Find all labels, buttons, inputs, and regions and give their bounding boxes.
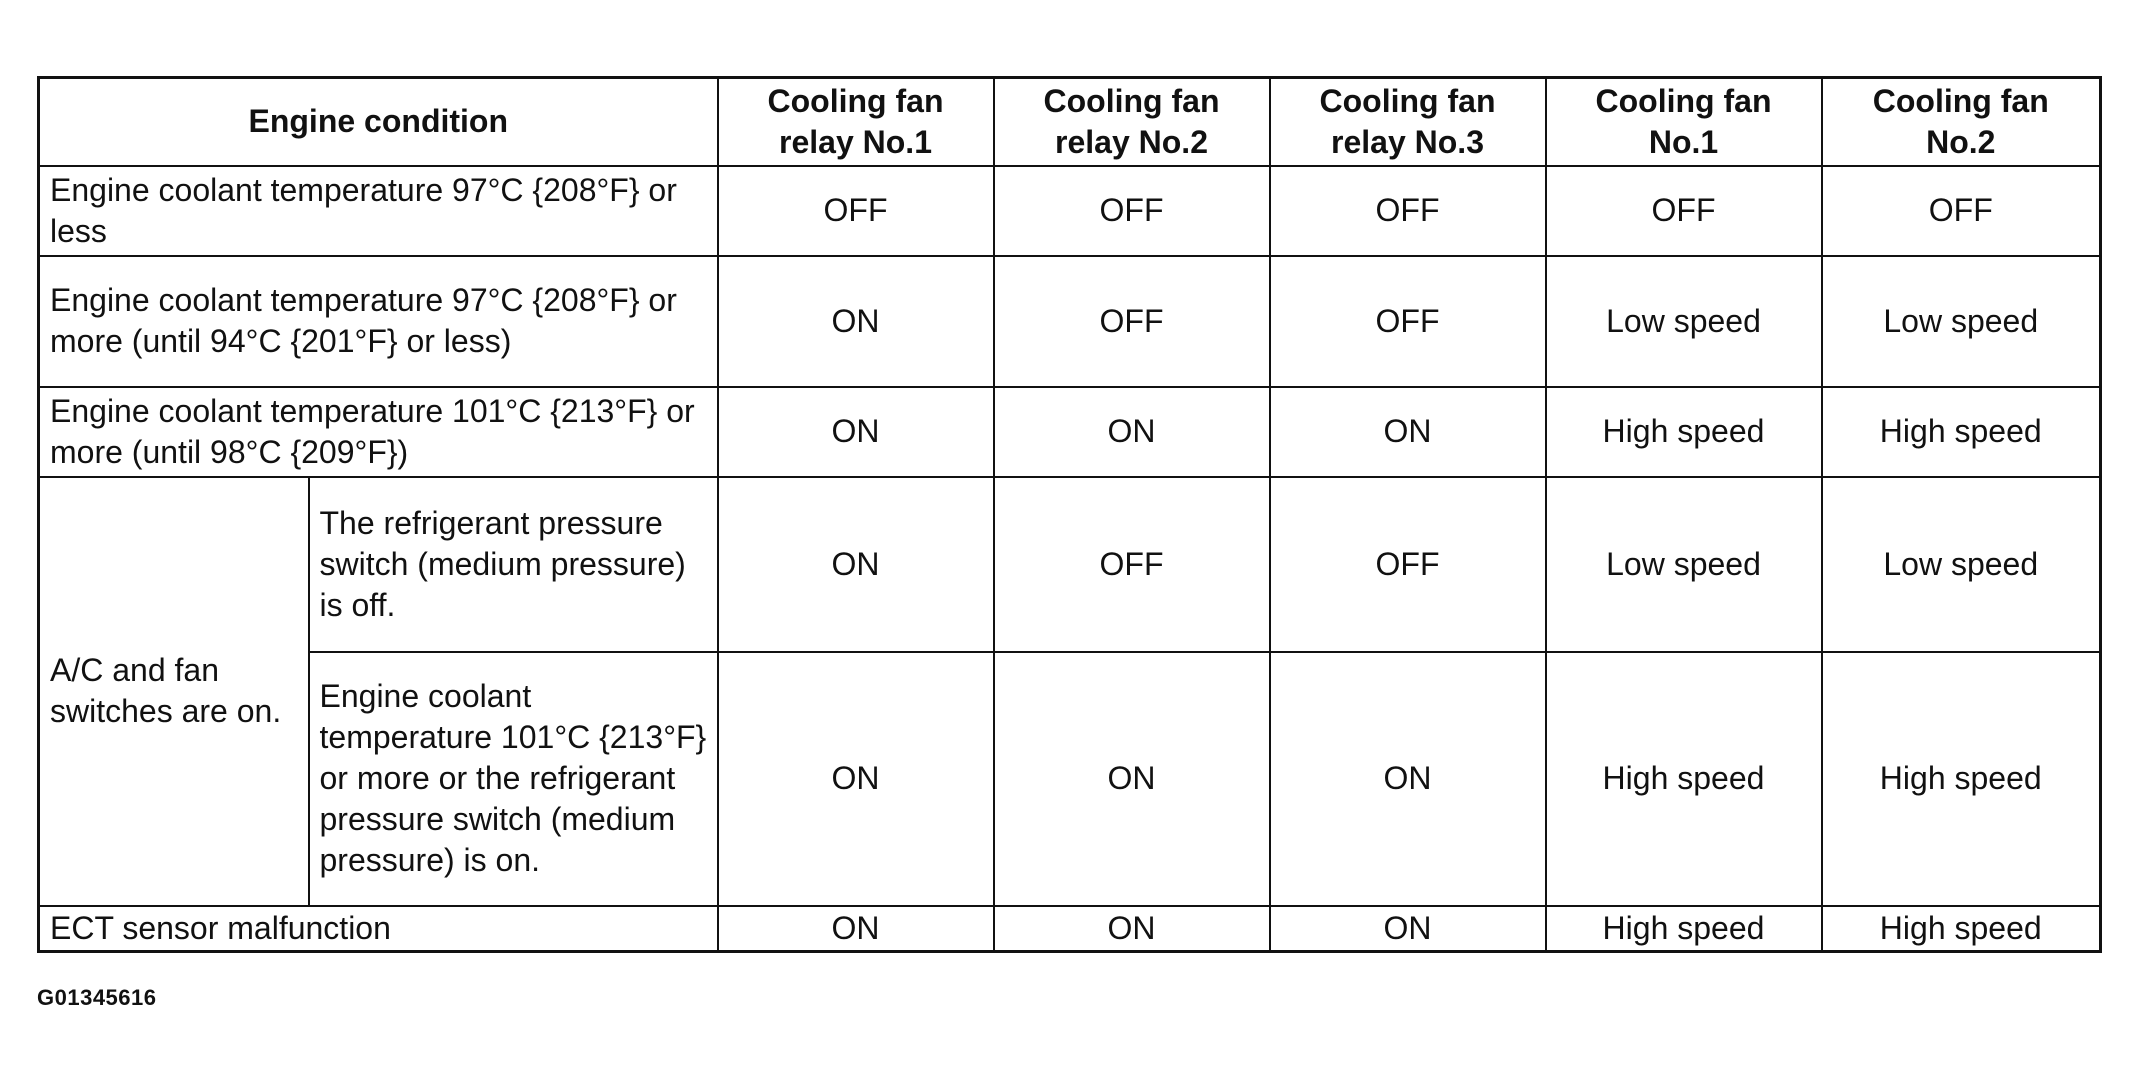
fan-2-state: Low speed bbox=[1822, 477, 2101, 652]
relay-3-state: OFF bbox=[1270, 477, 1546, 652]
relay-1-state: ON bbox=[718, 387, 994, 477]
relay-3-state: OFF bbox=[1270, 166, 1546, 256]
relay-3-state: ON bbox=[1270, 906, 1546, 952]
relay-2-state: ON bbox=[994, 387, 1270, 477]
header-fan-2 bbox=[1822, 78, 2101, 166]
condition-cell: ECT sensor malfunction bbox=[39, 906, 718, 952]
header-fan-1-line-2: No.1 bbox=[1648, 123, 1719, 160]
relay-1-state: ON bbox=[718, 652, 994, 906]
fan-2-state: High speed bbox=[1822, 906, 2101, 952]
header-relay-3 bbox=[1270, 78, 1546, 166]
condition-cell: Engine coolant temperature 101°C {213°F} or more (until 98°C {209°F}) bbox=[39, 387, 718, 477]
condition-cell: Engine coolant temperature 101°C {213°F} or more or the refrigerant pressure switch (medium pressure) is on. bbox=[309, 652, 718, 906]
relay-2-state: OFF bbox=[994, 477, 1270, 652]
relay-2-state: ON bbox=[994, 652, 1270, 906]
relay-3-state: ON bbox=[1270, 387, 1546, 477]
relay-3-state: ON bbox=[1270, 652, 1546, 906]
ac-fan-group-label: A/C and fan switches are on. bbox=[39, 477, 309, 906]
relay-1-state: ON bbox=[718, 906, 994, 952]
relay-2-state: OFF bbox=[994, 256, 1270, 387]
header-relay-2-line-2: relay No.2 bbox=[1055, 123, 1208, 160]
header-relay-1-line-2: relay No.1 bbox=[779, 123, 932, 160]
fan-2-state: High speed bbox=[1822, 652, 2101, 906]
condition-cell: The refrigerant pressure switch (medium pressure) is off. bbox=[309, 477, 718, 652]
fan-1-state: Low speed bbox=[1546, 256, 1822, 387]
relay-1-state: ON bbox=[718, 256, 994, 387]
fan-1-state: OFF bbox=[1546, 166, 1822, 256]
header-relay-2 bbox=[994, 78, 1270, 166]
table-row bbox=[39, 906, 2101, 952]
fan-1-state: High speed bbox=[1546, 387, 1822, 477]
fan-1-state: Low speed bbox=[1546, 477, 1822, 652]
cooling-fan-operation-table bbox=[37, 76, 2102, 953]
relay-1-state: OFF bbox=[718, 166, 994, 256]
table-row bbox=[39, 387, 2101, 477]
relay-2-state: OFF bbox=[994, 166, 1270, 256]
header-fan-1-line-1: Cooling fan bbox=[1595, 82, 1772, 119]
header-relay-3-line-1: Cooling fan bbox=[1319, 82, 1496, 119]
fan-2-state: Low speed bbox=[1822, 256, 2101, 387]
header-engine-condition: Engine condition bbox=[39, 78, 718, 166]
relay-2-state: ON bbox=[994, 906, 1270, 952]
table-header-row bbox=[39, 78, 2101, 166]
fan-2-state: OFF bbox=[1822, 166, 2101, 256]
header-fan-2-line-2: No.2 bbox=[1926, 123, 1996, 160]
fan-2-state: High speed bbox=[1822, 387, 2101, 477]
header-relay-1 bbox=[718, 78, 994, 166]
relay-1-state: ON bbox=[718, 477, 994, 652]
figure-code: G01345616 bbox=[37, 985, 157, 1010]
header-fan-2-line-1: Cooling fan bbox=[1872, 82, 2049, 119]
header-relay-2-line-1: Cooling fan bbox=[1043, 82, 1220, 119]
header-relay-1-line-1: Cooling fan bbox=[767, 82, 944, 119]
table-row bbox=[39, 652, 2101, 906]
condition-cell: Engine coolant temperature 97°C {208°F} or more (until 94°C {201°F} or less) bbox=[39, 256, 718, 387]
table-row bbox=[39, 256, 2101, 387]
table-row bbox=[39, 477, 2101, 652]
condition-cell: Engine coolant temperature 97°C {208°F} or less bbox=[39, 166, 718, 256]
fan-1-state: High speed bbox=[1546, 906, 1822, 952]
fan-1-state: High speed bbox=[1546, 652, 1822, 906]
header-fan-1 bbox=[1546, 78, 1822, 166]
relay-3-state: OFF bbox=[1270, 256, 1546, 387]
header-relay-3-line-2: relay No.3 bbox=[1331, 123, 1484, 160]
table-row bbox=[39, 166, 2101, 256]
